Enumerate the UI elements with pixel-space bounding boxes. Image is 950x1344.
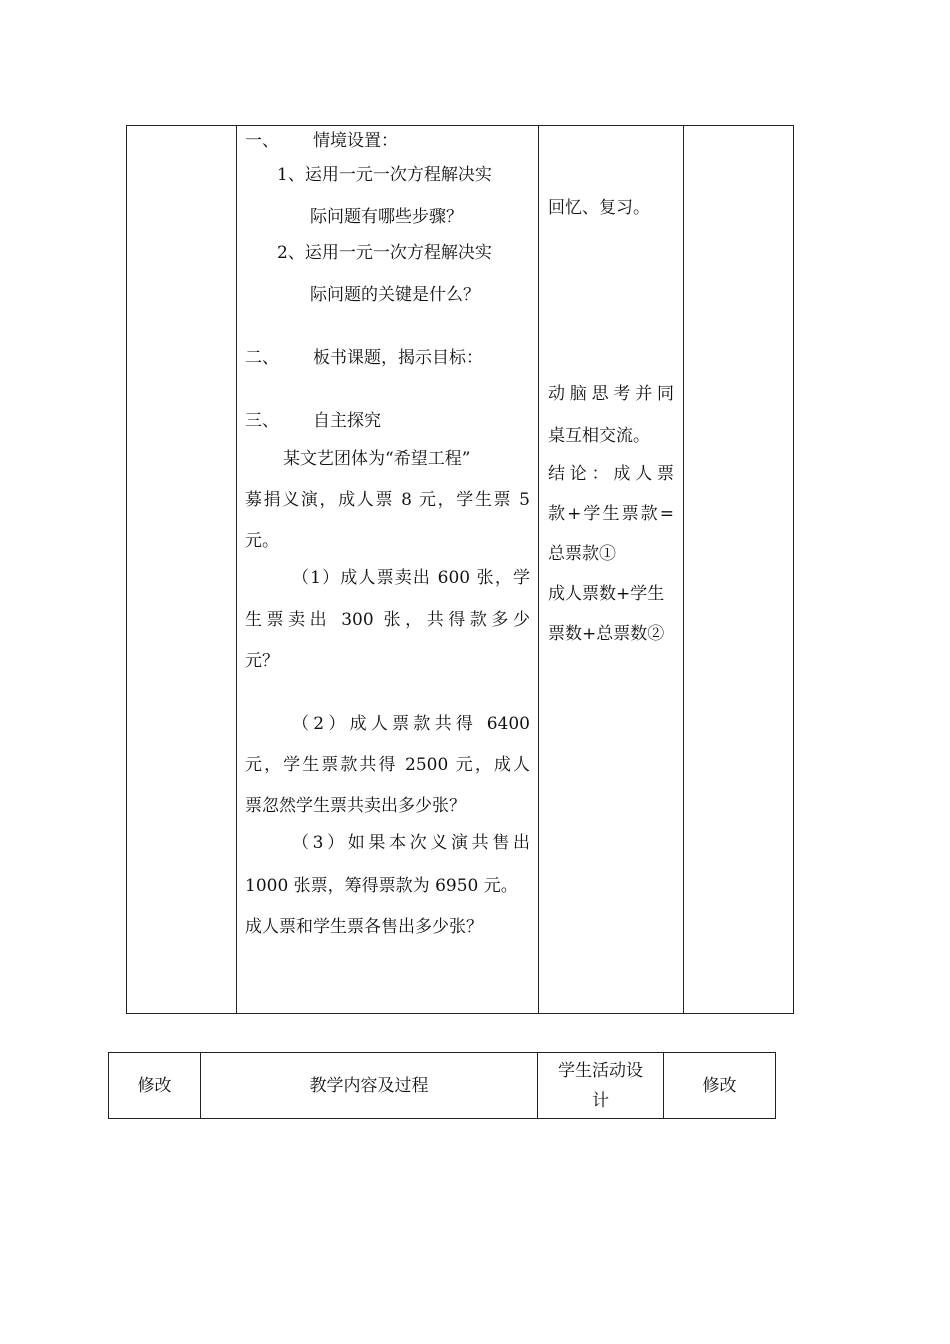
problem-line: 票忽然学生票共卖出多少张？ [245,796,466,816]
problem-line: 成人票和学生票各售出多少张？ [245,917,483,937]
problem-line: 元？ [245,651,279,671]
question-line: 际问题有哪些步骤？ [310,207,463,227]
question-line: 1、运用一元一次方程解决实 [277,165,492,185]
section-title: 板书课题，揭示目标： [313,348,483,368]
activity-line: 桌互相交流。 [548,426,650,446]
paragraph-line: 某文艺团体为“希望工程” [283,449,471,469]
column-divider [236,126,237,1013]
problem-line: 元，学生票款共得 2500 元，成人 [245,755,530,775]
header-revise-right: 修改 [702,1075,737,1096]
section-title: 自主探究 [313,411,381,431]
header-student-activity [538,1053,663,1118]
section-title: 情境设置： [313,131,398,151]
problem-line: （2）成人票款共得 6400 [292,714,530,734]
problem-line: （1）成人票卖出 600 张，学 [292,568,530,588]
paragraph-line: 元。 [245,531,279,551]
activity-line: 款+学生票款= [548,504,674,524]
question-line: 际问题的关键是什么？ [310,285,480,305]
problem-line: 生票卖出 300 张，共得款多少 [245,610,530,630]
section-number: 三、 [245,411,279,431]
header-revise: 修改 [137,1075,172,1096]
lesson-table [126,125,794,1014]
activity-line: 回忆、复习。 [548,198,650,218]
activity-line: 总票款① [548,544,616,564]
section-number: 一、 [245,131,279,151]
activity-line: 票数+总票数② [548,624,665,644]
problem-line: 1000 张票，筹得票款为 6950 元。 [245,876,518,896]
activity-line: 成人票数+学生 [548,584,665,604]
column-divider [538,126,539,1013]
column-divider [683,126,684,1013]
question-line: 2、运用一元一次方程解决实 [277,243,492,263]
paragraph-line: 募捐义演，成人票 8 元，学生票 5 [245,490,530,510]
header-table [108,1052,776,1119]
header-teaching-content: 教学内容及过程 [309,1075,429,1096]
activity-line: 动脑思考并同 [548,384,674,404]
problem-line: （3）如果本次义演共售出 [292,833,530,853]
header-student-activity-line2: 计 [592,1090,609,1111]
header-student-activity-line1: 学生活动设 [558,1060,643,1081]
activity-line: 结论：成人票 [548,464,674,484]
section-number: 二、 [245,348,279,368]
